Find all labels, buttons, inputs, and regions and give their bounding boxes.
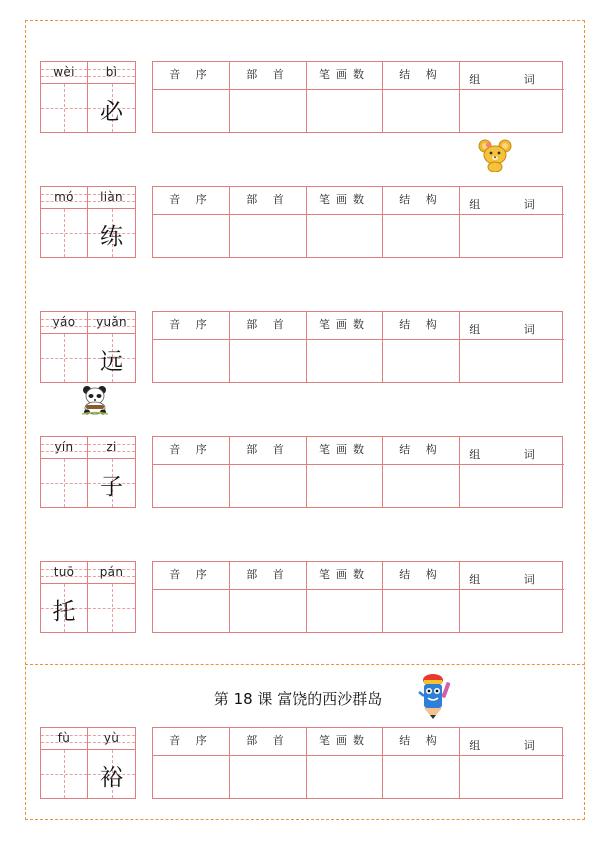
pinyin: zi (106, 440, 117, 454)
pinyin: wèi (53, 65, 75, 79)
header-zuci: 组 词 (460, 562, 564, 590)
char-grid-5 (40, 561, 136, 633)
lesson-divider (25, 664, 585, 665)
header-bushou: 部 首 (230, 562, 306, 590)
info-table-6 (152, 727, 563, 799)
hanzi: 远 (100, 349, 123, 375)
char-cell (41, 62, 88, 132)
pinyin: yáo (52, 315, 76, 329)
char-cell (41, 562, 88, 632)
pinyin: liàn (100, 190, 123, 204)
info-table-3 (152, 311, 563, 383)
pinyin: yuǎn (96, 315, 127, 329)
pinyin: fù (57, 731, 71, 745)
header-yinxu: 音 序 (153, 728, 229, 756)
char-grid-2 (40, 186, 136, 258)
pinyin: pán (99, 565, 124, 579)
header-yinxu: 音 序 (153, 187, 229, 215)
char-cell (88, 312, 135, 382)
info-table-2 (152, 186, 563, 258)
header-zuci: 组 词 (460, 312, 564, 340)
pinyin: bì (105, 65, 118, 79)
header-bihuashu: 笔画数 (307, 562, 382, 590)
char-cell (41, 437, 88, 507)
header-yinxu: 音 序 (153, 562, 229, 590)
header-jiegou: 结 构 (383, 437, 459, 465)
hanzi: 练 (100, 224, 123, 250)
char-cell (88, 62, 135, 132)
header-yinxu: 音 序 (153, 437, 229, 465)
info-table-5 (152, 561, 563, 633)
header-jiegou: 结 构 (383, 562, 459, 590)
header-bihuashu: 笔画数 (307, 62, 382, 90)
info-table-1 (152, 61, 563, 133)
char-grid-1 (40, 61, 136, 133)
char-cell (88, 562, 135, 632)
header-yinxu: 音 序 (153, 62, 229, 90)
hanzi: 必 (100, 99, 123, 125)
char-cell (88, 437, 135, 507)
header-bihuashu: 笔画数 (307, 187, 382, 215)
header-bihuashu: 笔画数 (307, 728, 382, 756)
header-bushou: 部 首 (230, 437, 306, 465)
header-bushou: 部 首 (230, 62, 306, 90)
header-bushou: 部 首 (230, 312, 306, 340)
pinyin: yù (103, 731, 120, 745)
header-zuci: 组 词 (460, 728, 564, 756)
char-cell (41, 312, 88, 382)
pinyin: tuō (53, 565, 75, 579)
char-grid-3 (40, 311, 136, 383)
header-jiegou: 结 构 (383, 728, 459, 756)
char-cell (41, 187, 88, 257)
header-zuci: 组 词 (460, 187, 564, 215)
header-zuci: 组 词 (460, 62, 564, 90)
pencil-mascot-icon (413, 672, 453, 722)
hanzi: 托 (52, 599, 76, 625)
header-jiegou: 结 构 (383, 312, 459, 340)
pinyin: yín (54, 440, 74, 454)
pinyin: mó (54, 190, 74, 204)
header-bihuashu: 笔画数 (307, 312, 382, 340)
hanzi: 子 (100, 474, 123, 500)
header-bushou: 部 首 (230, 728, 306, 756)
header-jiegou: 结 构 (383, 62, 459, 90)
header-bushou: 部 首 (230, 187, 306, 215)
lesson-title: 第 18 课 富饶的西沙群岛 (213, 690, 383, 708)
char-cell (41, 728, 88, 798)
char-grid-4 (40, 436, 136, 508)
header-jiegou: 结 构 (383, 187, 459, 215)
char-grid-6 (40, 727, 136, 799)
header-bihuashu: 笔画数 (307, 437, 382, 465)
char-cell (88, 728, 135, 798)
header-yinxu: 音 序 (153, 312, 229, 340)
hanzi: 裕 (100, 765, 123, 791)
char-cell (88, 187, 135, 257)
panda-icon (80, 384, 110, 416)
header-zuci: 组 词 (460, 437, 564, 465)
bear-icon (476, 138, 514, 172)
info-table-4 (152, 436, 563, 508)
